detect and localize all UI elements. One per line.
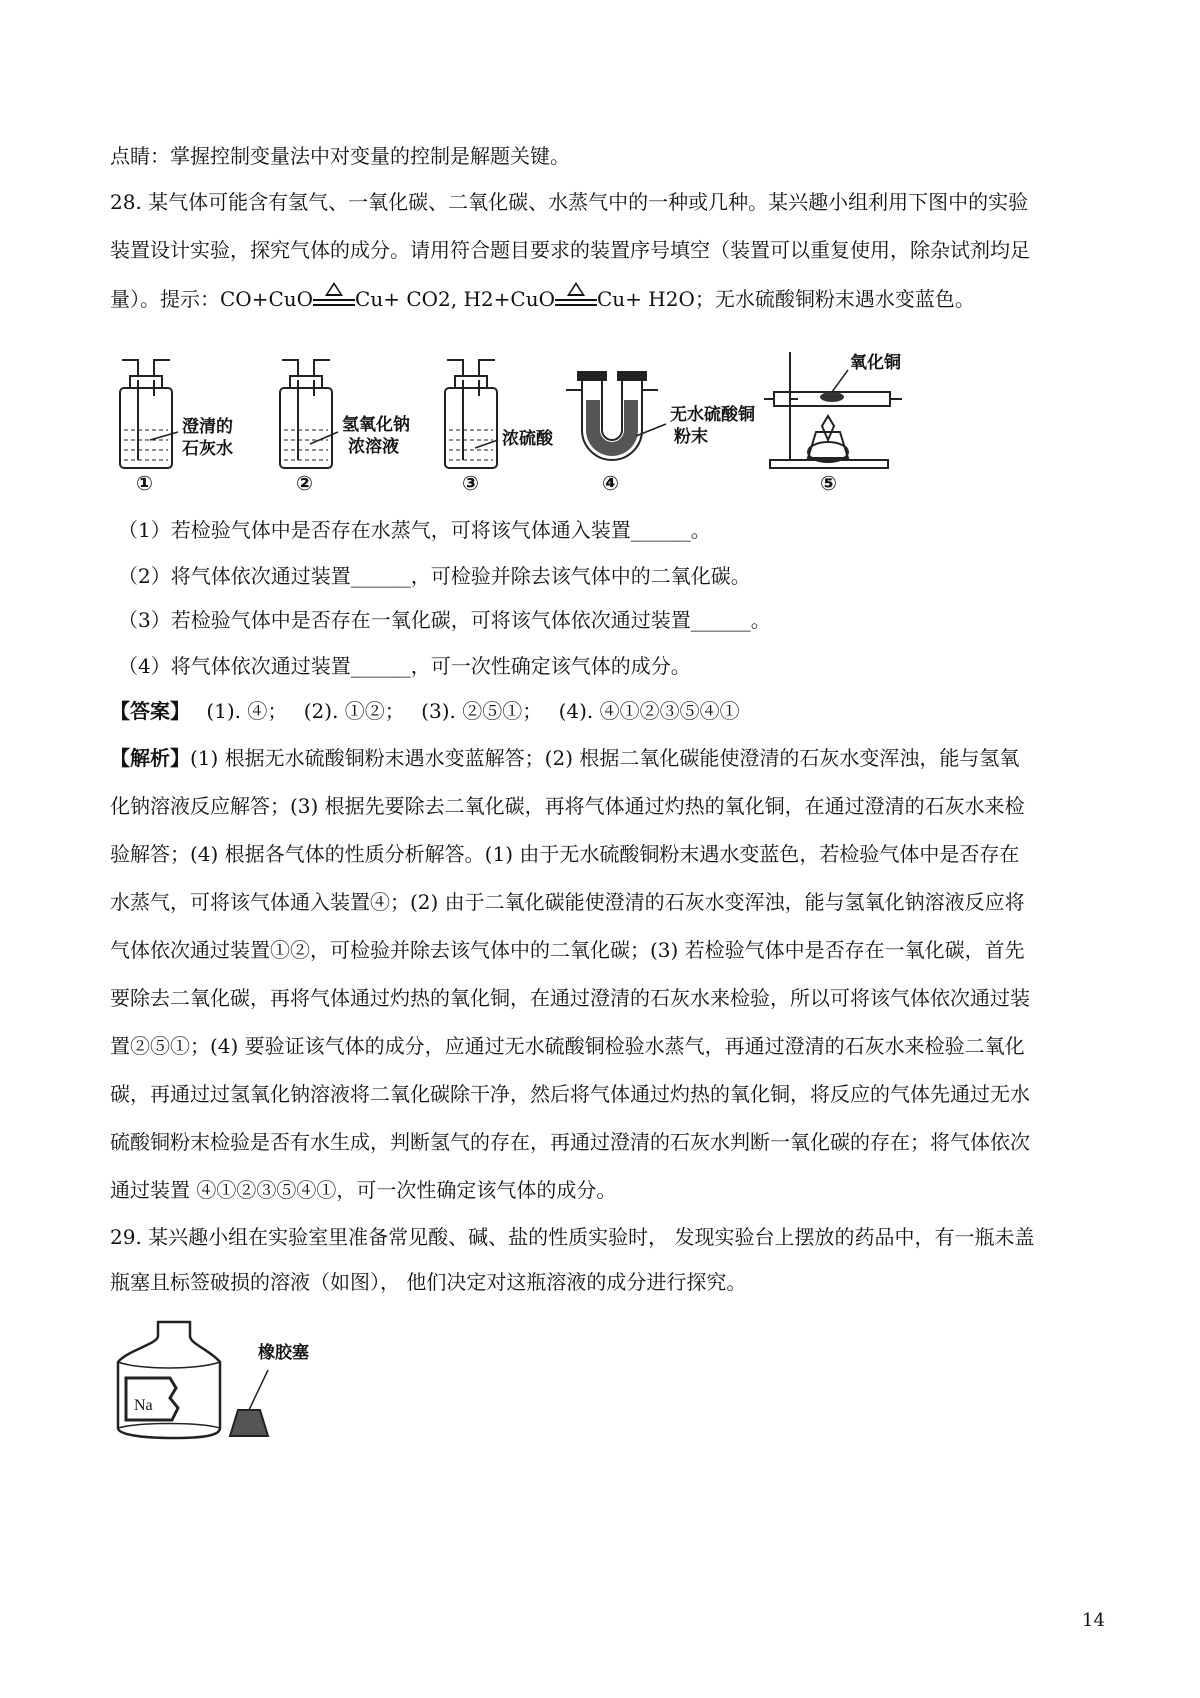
analysis-line-9: 硫酸铜粉末检验是否有水生成，判断氢气的存在，再通过澄清的石灰水判断一氧化碳的存在；将气体依次 [110, 1130, 1030, 1154]
q28-answer-line [110, 697, 1100, 725]
wash-bottle-2 [280, 360, 332, 468]
analysis-line-7: 置②⑤①；(4) 要验证该气体的成分，应通过无水硫酸铜检验水蒸气，再通过澄清的石灰水来检验二氧化 [110, 1034, 1025, 1058]
apparatus-2-number: ② [296, 471, 313, 495]
analysis-line-5: 气体依次通过装置①②，可检验并除去该气体中的二氧化碳；(3) 若检验气体中是否存在一氧化碳，首先 [110, 938, 1025, 962]
apparatus-4-label-line2: 粉末 [674, 427, 708, 447]
q28-sub-question-1: （1）若检验气体中是否存在水蒸气，可将该气体通入装置______。 [118, 518, 711, 542]
heat-equals-sign [313, 288, 355, 308]
q28-line-2: 装置设计实验，探究气体的成分。请用符合题目要求的装置序号填空（装置可以重复使用，除杂试剂均足 [110, 238, 1030, 262]
page-number: 14 [1082, 1610, 1105, 1631]
rubber-stopper [230, 1410, 268, 1436]
analysis-line-3: 验解答；(4) 根据各气体的性质分析解答。(1) 由于无水硫酸铜粉末遇水变蓝色，若检验气体中是否存在 [110, 842, 1020, 866]
apparatus-1-label-line1: 澄清的 [182, 417, 233, 437]
q28-line-3-part-c: Cu+ H2O；无水硫酸铜粉末遇水变蓝色。 [597, 287, 975, 311]
apparatus-4-label-line1: 无水硫酸铜 [670, 405, 755, 425]
apparatus-2-label-line1: 氢氧化钠 [342, 415, 410, 435]
heat-equals-sign [555, 288, 597, 308]
bottle-label-text: Na [134, 1397, 153, 1414]
wash-bottle-1 [120, 360, 172, 468]
stopper-pointer [249, 1370, 268, 1410]
apparatus-5-label: 氧化铜 [850, 353, 901, 373]
q28-line-3-part-b: Cu+ CO2, H2+CuO [355, 287, 555, 311]
q28-sub-question-2: （2）将气体依次通过装置______，可检验并除去该气体中的二氧化碳。 [118, 564, 751, 588]
apparatus-figure [110, 340, 970, 500]
q29-line-2: 瓶塞且标签破损的溶液（如图）， 他们决定对这瓶溶液的成分进行探究。 [110, 1270, 747, 1294]
wash-bottle-3 [445, 360, 497, 468]
analysis-label: 【解析】 [110, 746, 190, 770]
q28-sub-question-4: （4）将气体依次通过装置______，可一次性确定该气体的成分。 [118, 654, 691, 678]
apparatus-3-label: 浓硫酸 [502, 429, 553, 449]
q28-line-3-part-a: 量）。提示：CO+CuO [110, 287, 314, 311]
stopper-label: 橡胶塞 [258, 1343, 309, 1363]
analysis-line-10: 通过装置 ④①②③⑤④①，可一次性确定该气体的成分。 [110, 1178, 617, 1202]
answer-label: 【答案】 [110, 699, 180, 723]
q28-line-1: 28. 某气体可能含有氢气、一氧化碳、二氧化碳、水蒸气中的一种或几种。某兴趣小组利用下图中的实验 [110, 190, 1029, 214]
apparatus-3-number: ③ [462, 471, 479, 495]
q28-sub-question-3: （3）若检验气体中是否存在一氧化碳，可将该气体依次通过装置______。 [118, 608, 771, 632]
analysis-line-2: 化钠溶液反应解答；(3) 根据先要除去二氧化碳，再将气体通过灼热的氧化铜，在通过澄清的石灰水来检 [110, 794, 1025, 818]
reagent-bottle-figure [110, 1318, 390, 1443]
q29-line-1: 29. 某兴趣小组在实验室里准备常见酸、碱、盐的性质实验时， 发现实验台上摆放的药品中，有一瓶未盖 [110, 1225, 1035, 1249]
analysis-line-6: 要除去二氧化碳，再将气体通过灼热的氧化铜，在通过澄清的石灰水来检验，所以可将该气体依次通过装 [110, 986, 1030, 1010]
analysis-text-1: (1) 根据无水硫酸铜粉末遇水变蓝解答；(2) 根据二氧化碳能使澄清的石灰水变浑浊，能与氢氧 [190, 746, 1020, 770]
apparatus-2-label-line2: 浓溶液 [348, 437, 399, 457]
apparatus-5-number: ⑤ [820, 471, 837, 495]
u-tube-powder [586, 400, 638, 456]
tip-line: 点睛：掌握控制变量法中对变量的控制是解题关键。 [110, 144, 570, 168]
analysis-line-4: 水蒸气，可将该气体通入装置④；(2) 由于二氧化碳能使澄清的石灰水变浑浊，能与氢氧化钠溶液反应将 [110, 890, 1025, 914]
analysis-line-1 [110, 744, 1100, 772]
apparatus-4-number: ④ [602, 471, 619, 495]
apparatus-1-number: ① [136, 471, 153, 495]
q28-line-3 [110, 285, 1100, 313]
answer-text: (1). ④； (2). ①②； (3). ②⑤①； (4). ④①②③⑤④① [180, 699, 740, 723]
apparatus-1-label-line2: 石灰水 [182, 439, 233, 459]
analysis-line-8: 碳，再通过过氢氧化钠溶液将二氧化碳除干净，然后将气体通过灼热的氧化铜，将反应的气体先通过无水 [110, 1082, 1030, 1106]
copper-oxide-powder [820, 392, 844, 402]
